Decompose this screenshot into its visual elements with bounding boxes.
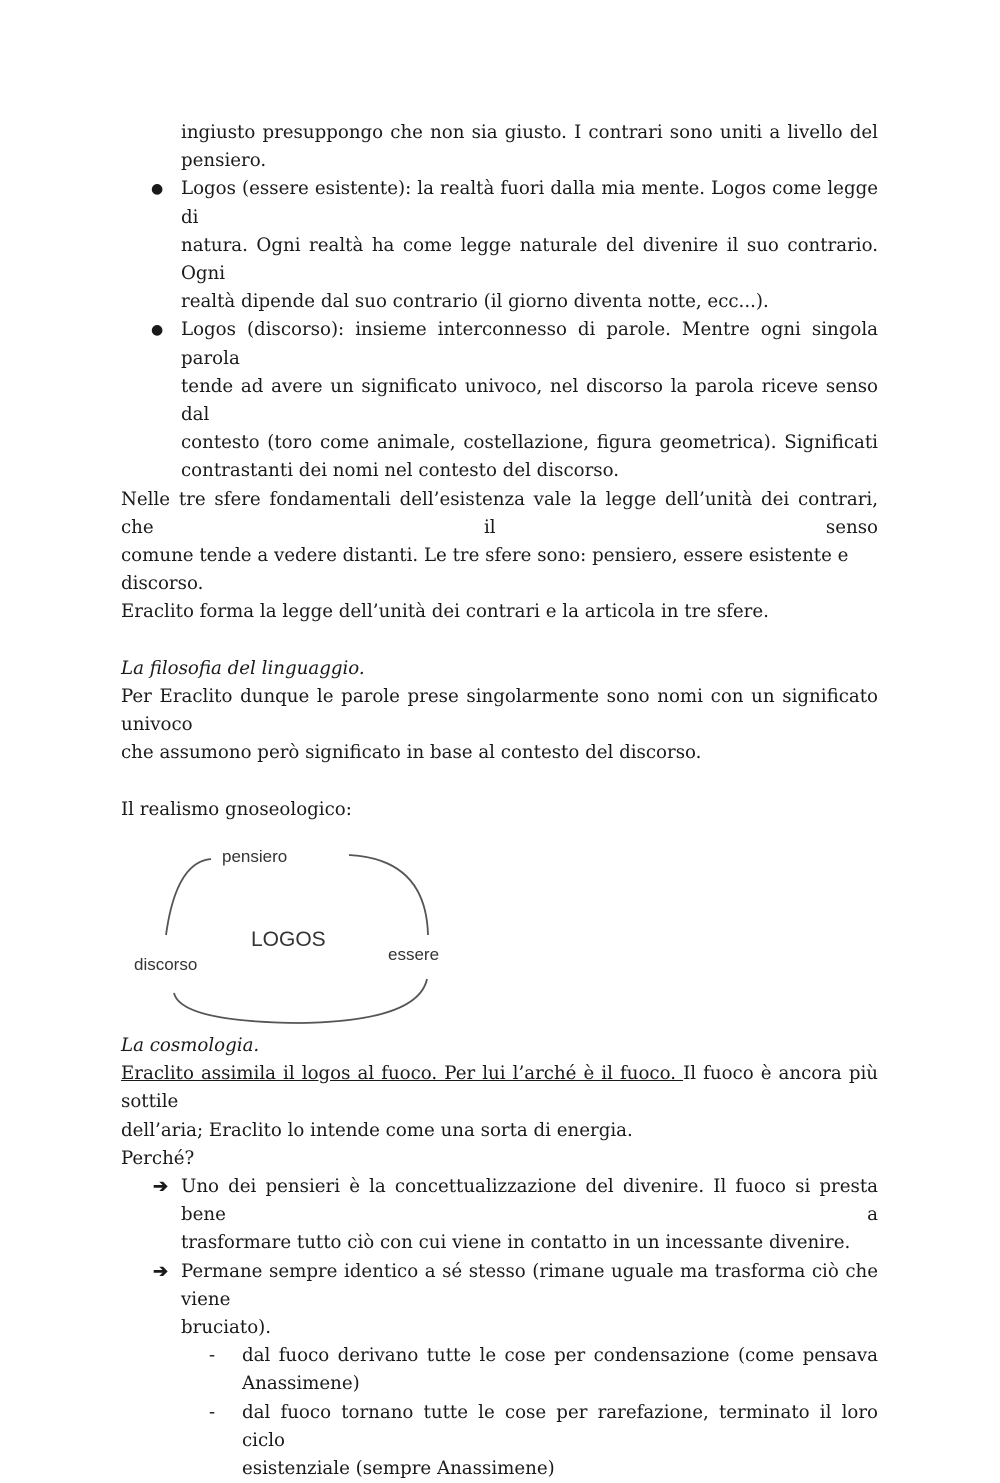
diagram-caption: Il realismo gnoseologico: (121, 798, 352, 820)
section-heading: La filosofia del linguaggio. (121, 657, 365, 679)
diagram-label-discorso: discorso (134, 955, 198, 975)
dash-line: dal fuoco derivano tutte le cose per condensazione (come pensava (242, 1345, 878, 1367)
arrow-icon: ➔ (153, 1260, 169, 1282)
intro-line: pensiero. (181, 150, 267, 172)
dash-item (121, 1342, 878, 1398)
bullet-marker: ● (151, 181, 164, 198)
arrow-item (121, 1173, 878, 1258)
paragraph-line: comune tende a vedere distanti. Le tre sfere sono: pensiero, essere esistente e discorso. (121, 545, 849, 595)
arrow-item (121, 1258, 878, 1343)
paragraph-line: Eraclito forma la legge dell’unità dei contrari e la articola in tre sfere. (121, 601, 769, 623)
bullet-line: realtà dipende dal suo contrario (il giorno diventa notte, ecc...). (181, 291, 769, 313)
bullet-line: natura. Ogni realtà ha come legge naturale del divenire il suo contrario. Ogni (181, 234, 878, 285)
dash-marker: - (209, 1345, 216, 1367)
paragraph-text: Il fuoco è ancora più sottile (121, 1063, 878, 1113)
paragraph-line: dell’aria; Eraclito lo intende come una sorta di energia. (121, 1119, 633, 1141)
dash-line: Anassimene) (242, 1373, 360, 1395)
underlined-text: Eraclito assimila il logos al fuoco. Per lui l’arché è il fuoco. (121, 1063, 684, 1085)
paragraph-line: Nelle tre sfere fondamentali dell’esistenza vale la legge dell’unità dei contrari, che il senso (121, 488, 878, 538)
document-page (121, 119, 878, 1483)
dash-line: dal fuoco tornano tutte le cose per rarefazione, terminato il loro ciclo (242, 1401, 878, 1451)
bullet-marker: ● (151, 322, 164, 339)
bullet-line: Logos (discorso): insieme interconnesso di parole. Mentre ogni singola parola (181, 319, 878, 369)
dash-marker: - (209, 1401, 216, 1423)
diagram-label-pensiero: pensiero (222, 847, 288, 867)
paragraph-line (121, 1060, 878, 1116)
diagram-label-logos: LOGOS (251, 928, 326, 952)
dash-line: esistenziale (sempre Anassimene) (242, 1458, 555, 1480)
arrow-icon: ➔ (153, 1176, 169, 1198)
bullet-line: Logos (essere esistente): la realtà fuori dalla mia mente. Logos come legge di (181, 178, 878, 228)
logos-diagram (126, 827, 466, 1032)
dash-item (121, 1399, 878, 1483)
bullet-item (121, 316, 878, 485)
paragraph-line: Per Eraclito dunque le parole prese singolarmente sono nomi con un significato univoco (121, 686, 878, 736)
diagram-label-essere: essere (388, 945, 440, 965)
arrow-line: Uno dei pensieri è la concettualizzazione del divenire. Il fuoco si presta bene a (181, 1176, 878, 1226)
bullet-item (121, 175, 878, 316)
bullet-line: contesto (toro come animale, costellazione, figura geometrica). Significati (181, 432, 878, 454)
bullet-line: contrastanti dei nomi nel contesto del discorso. (181, 460, 620, 482)
arrow-line: trasformare tutto ciò con cui viene in contatto in un incessante divenire. (181, 1232, 851, 1254)
arrow-line: bruciato). (181, 1317, 272, 1339)
paragraph-line: che assumono però significato in base al contesto del discorso. (121, 742, 702, 764)
paragraph-line: Perché? (121, 1147, 195, 1169)
intro-line: ingiusto presuppongo che non sia giusto. I contrari sono uniti a livello del (181, 122, 878, 143)
section-heading: La cosmologia. (121, 1035, 260, 1057)
arrow-line: Permane sempre identico a sé stesso (rimane uguale ma trasforma ciò che viene (181, 1260, 878, 1310)
bullet-line: tende ad avere un significato univoco, nel discorso la parola riceve senso dal (181, 375, 878, 426)
